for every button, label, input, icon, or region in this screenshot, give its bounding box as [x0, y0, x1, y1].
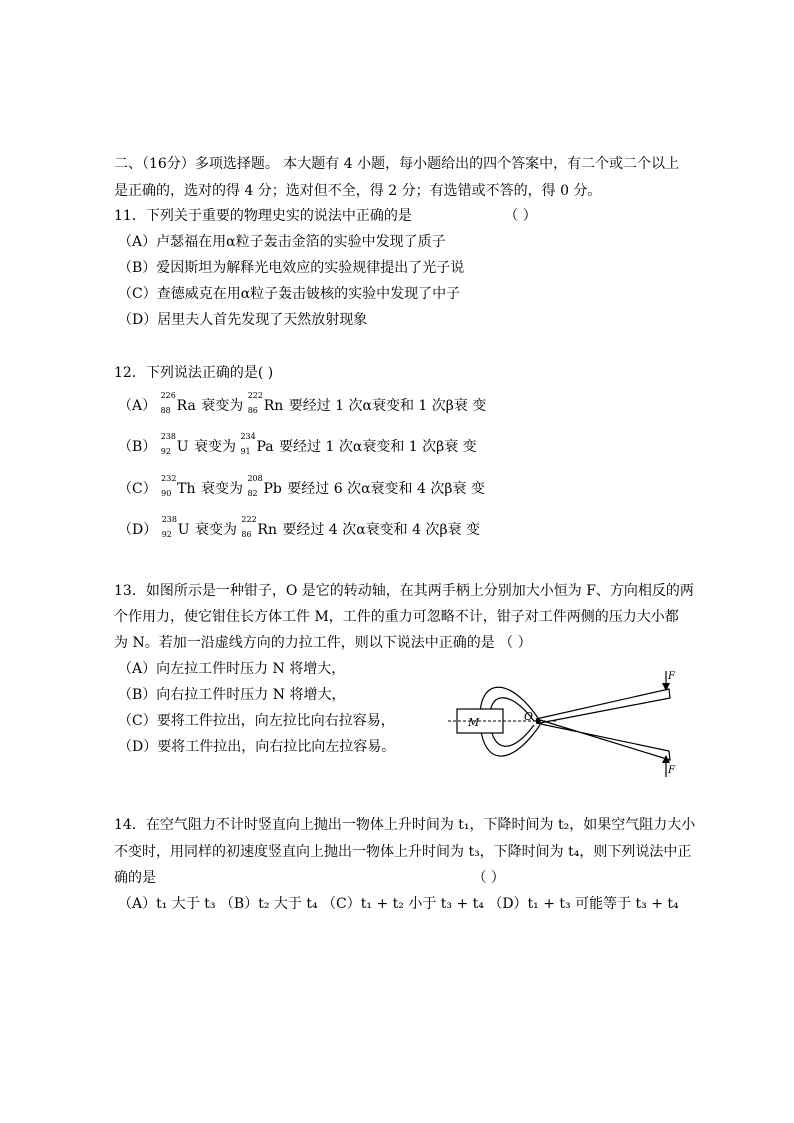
q14-stem-line2: 不变时，用同样的初速度竖直向上抛出一物体上升时间为 t₃，下降时间为 t₄，则下列说法中正	[114, 844, 692, 860]
q13-option-c: （C）要将工件拉出，向左拉比向右拉容易，	[118, 713, 395, 729]
element-symbol: Ra	[176, 398, 196, 414]
q13-stem-line1: 13．如图所示是一种钳子，O 是它的转动轴，在其两手柄上分别加大小恒为 F、方向相反的两	[114, 583, 694, 599]
label-f-top: F	[668, 671, 675, 682]
pliers-upper-handle	[536, 689, 670, 723]
mass-number: 208	[247, 474, 263, 483]
q14-stem-line3	[114, 869, 505, 887]
q13-option-b: （B）向右拉工件时压力 N 将增大，	[118, 687, 346, 703]
atomic-number: 82	[247, 489, 258, 498]
q12-option-d	[118, 515, 481, 539]
mass-number: 222	[247, 391, 263, 400]
section-header-line1: 二、（16分）多项选择题。 本大题有 4 小题，每小题给出的四个答案中，有二个或二个以上	[114, 156, 680, 172]
mass-number: 222	[241, 515, 257, 524]
q11-option-c: （C）查德威克在用α粒子轰击铍核的实验中发现了中子	[118, 286, 461, 302]
decays-to-text: 衰变为	[194, 439, 237, 455]
label-f-bottom: F	[668, 765, 675, 776]
nuclide	[160, 432, 189, 456]
atomic-number: 92	[161, 530, 172, 539]
decay-description: 要经过 1 次α衰变和 1 次β衰 变	[279, 439, 477, 455]
mass-number: 234	[240, 432, 256, 441]
nuclide	[247, 391, 284, 415]
mass-number: 226	[160, 391, 176, 400]
pliers-lower-handle	[536, 720, 670, 760]
q11-answer-paren[interactable]: （ ）	[504, 208, 537, 224]
option-label: （C）	[118, 481, 157, 497]
mass-number: 232	[161, 474, 177, 483]
decays-to-text: 衰变为	[200, 481, 243, 497]
q11-stem	[114, 207, 537, 225]
atomic-number: 86	[241, 530, 252, 539]
mass-number: 238	[160, 432, 177, 441]
atomic-number: 88	[160, 406, 171, 415]
decay-description: 要经过 1 次α衰变和 1 次β衰 变	[288, 398, 487, 414]
decay-description: 要经过 6 次α衰变和 4 次β衰 变	[287, 481, 485, 497]
q14-options: （A）t₁ 大于 t₃ （B）t₂ 大于 t₄ （C）t₁ + t₂ 小于 t₃ + t₄ （D）t₁ + t₃ 可能等于 t₃ + t₄	[118, 896, 679, 912]
nuclide	[161, 474, 196, 498]
section-header-line2: 是正确的，选对的得 4 分；选对但不全，得 2 分；有选错或不答的，得 0 分。	[114, 183, 602, 199]
mass-number: 238	[161, 515, 177, 524]
element-symbol: Pb	[263, 481, 282, 497]
element-symbol: Pa	[256, 439, 274, 455]
decays-to-text: 衰变为	[201, 398, 244, 414]
decays-to-text: 衰变为	[194, 522, 237, 538]
q13-option-d: （D）要将工件拉出，向右拉比向左拉容易。	[118, 739, 396, 755]
nuclide	[161, 515, 190, 539]
q13-option-a: （A）向左拉工件时压力 N 将增大，	[118, 661, 346, 677]
q11-option-a: （A）卢瑟福在用α粒子轰击金箔的实验中发现了质子	[118, 234, 446, 250]
element-symbol: U	[177, 522, 190, 538]
atomic-number: 90	[161, 489, 172, 498]
q12-stem: 12．下列说法正确的是( )	[114, 365, 274, 381]
element-symbol: Rn	[263, 398, 284, 414]
element-symbol: U	[176, 439, 189, 455]
option-label: （B）	[118, 439, 157, 455]
q13-stem-line3: 为 N。若加一沿虚线方向的力拉工件，则以下说法中正确的是 （ ）	[114, 635, 532, 651]
atomic-number: 92	[160, 447, 171, 456]
pliers-figure	[440, 665, 680, 785]
q13-stem-line2: 个作用力，使它钳住长方体工件 M，工件的重力可忽略不计，钳子对工件两侧的压力大小都	[114, 609, 679, 625]
option-label: （A）	[118, 398, 157, 414]
q11-option-d: （D）居里夫人首先发现了天然放射现象	[118, 312, 368, 328]
q12-option-b	[118, 432, 477, 456]
nuclide	[160, 391, 196, 415]
q14-stem-text: 确的是	[114, 870, 156, 886]
atomic-number: 91	[240, 447, 251, 456]
label-o: O	[524, 710, 534, 723]
q14-answer-paren[interactable]: （ ）	[472, 870, 505, 886]
atomic-number: 86	[247, 406, 258, 415]
q12-option-c	[118, 474, 485, 498]
label-m: M	[468, 716, 480, 729]
nuclide	[241, 515, 277, 539]
option-label: （D）	[118, 522, 158, 538]
q12-option-a	[118, 391, 487, 415]
q11-option-b: （B）爱因斯坦为解释光电效应的实验规律提出了光子说	[118, 260, 465, 276]
decay-description: 要经过 4 次α衰变和 4 次β衰 变	[282, 522, 481, 538]
nuclide	[240, 432, 274, 456]
element-symbol: Rn	[257, 522, 277, 538]
q14-stem-line1: 14．在空气阻力不计时竖直向上抛出一物体上升时间为 t₁，下降时间为 t₂，如果空气阻力大小	[114, 817, 696, 833]
q11-stem-text: 11．下列关于重要的物理史实的说法中正确的是	[114, 208, 412, 224]
nuclide	[247, 474, 282, 498]
element-symbol: Th	[177, 481, 196, 497]
